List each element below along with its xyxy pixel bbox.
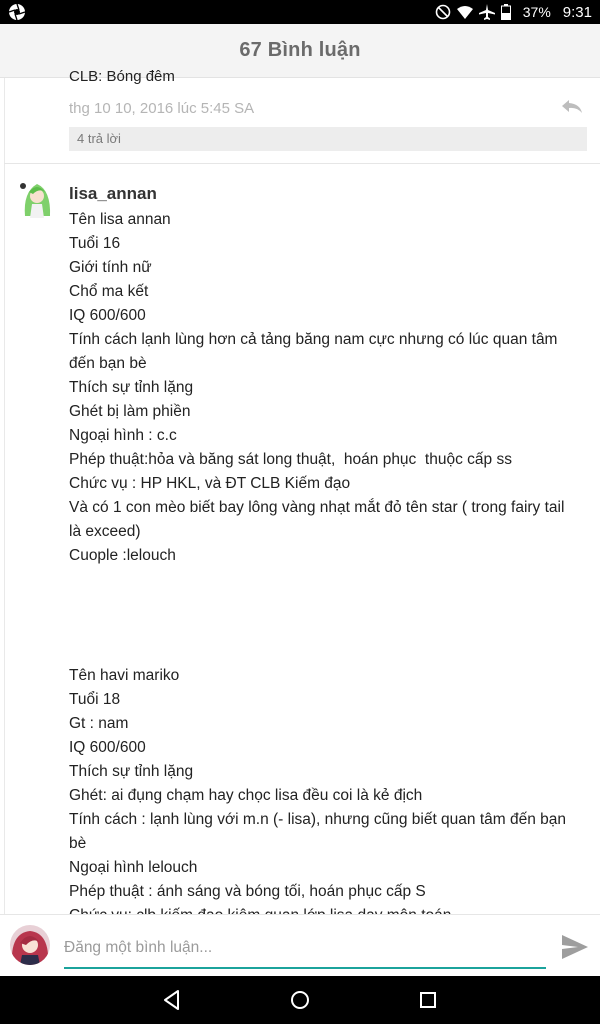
replies-count-button[interactable]: 4 trả lời xyxy=(69,127,587,151)
comment-line: Và có 1 con mèo biết bay lông vàng nhạt mắt đỏ tên star ( trong fairy tail xyxy=(69,499,565,516)
previous-comment xyxy=(0,68,600,164)
comment-line: Chức vụ : HP HKL, và ĐT CLB Kiếm đạo xyxy=(69,475,351,492)
previous-comment-text: CLB: Bóng đêm xyxy=(69,68,175,85)
comment-line: Giới tính nữ xyxy=(69,259,152,276)
comment-composer xyxy=(0,914,600,976)
comment-line: Phép thuật : ánh sáng và bóng tối, hoán phục cấp S xyxy=(69,883,426,900)
thread-rule xyxy=(4,78,5,914)
comment-line: Cuople :lelouch xyxy=(69,547,176,564)
send-icon[interactable] xyxy=(560,933,590,961)
comment-line: Ghét bị làm phiền xyxy=(69,403,191,420)
comment-line xyxy=(69,640,589,664)
airplane-icon xyxy=(479,4,495,20)
home-icon[interactable] xyxy=(288,988,312,1012)
comment-author[interactable]: lisa_annan xyxy=(69,184,157,203)
comment-line: Tên lisa annan xyxy=(69,211,171,228)
comment-line: Tính cách : lạnh lùng với m.n (- lisa), nhưng cũng biết quan tâm đến bạn xyxy=(69,811,567,828)
recents-icon[interactable] xyxy=(416,988,440,1012)
comment-list[interactable] xyxy=(0,68,600,914)
comment-line: Ghét: ai đụng chạm hay chọc lisa đều coi là kẻ địch xyxy=(69,787,423,804)
comment-line: Thích sự tỉnh lặng xyxy=(69,763,194,780)
clock: 9:31 xyxy=(562,3,592,21)
user-avatar xyxy=(10,925,50,965)
reply-icon[interactable] xyxy=(560,98,584,116)
comment-line xyxy=(69,568,589,592)
battery-percent: 37% xyxy=(522,4,551,20)
comment-line xyxy=(69,616,589,640)
comment-line: Tuổi 18 xyxy=(69,691,121,708)
back-icon[interactable] xyxy=(160,988,184,1012)
status-bar xyxy=(0,0,600,24)
comment-line: bè xyxy=(69,835,87,852)
do-not-disturb-icon xyxy=(435,4,451,20)
comment-line: Ngoại hình : c.c xyxy=(69,427,177,444)
comment-timestamp: thg 10 10, 2016 lúc 5:45 SA xyxy=(69,100,255,117)
wifi-icon xyxy=(457,4,473,20)
divider xyxy=(4,163,600,164)
comment-line: IQ 600/600 xyxy=(69,307,146,324)
battery-icon xyxy=(501,4,517,20)
aperture-icon xyxy=(8,3,26,21)
comment-body xyxy=(69,208,589,928)
comment-line: Tên havi mariko xyxy=(69,667,180,684)
comment-line: Tính cách lạnh lùng hơn cả tảng băng nam cực nhưng có lúc quan tâm xyxy=(69,331,558,348)
comment-line: đến bạn bè xyxy=(69,355,147,372)
navigation-bar xyxy=(0,976,600,1024)
comment-line: Tuổi 16 xyxy=(69,235,121,252)
comment-line: Ngoại hình lelouch xyxy=(69,859,198,876)
comment-line: Thích sự tỉnh lặng xyxy=(69,379,194,396)
comment-line: Gt : nam xyxy=(69,715,129,732)
avatar[interactable] xyxy=(17,178,57,218)
comment-input[interactable] xyxy=(64,929,546,969)
comment-line: là exceed) xyxy=(69,523,141,540)
comment-line: IQ 600/600 xyxy=(69,739,146,756)
comment-line: Chổ ma kết xyxy=(69,283,149,300)
comment-line: Phép thuật:hỏa và băng sát long thuật, hoán phục thuộc cấp ss xyxy=(69,451,512,468)
page-title: 67 Bình luận xyxy=(239,39,361,61)
comment-line xyxy=(69,592,589,616)
